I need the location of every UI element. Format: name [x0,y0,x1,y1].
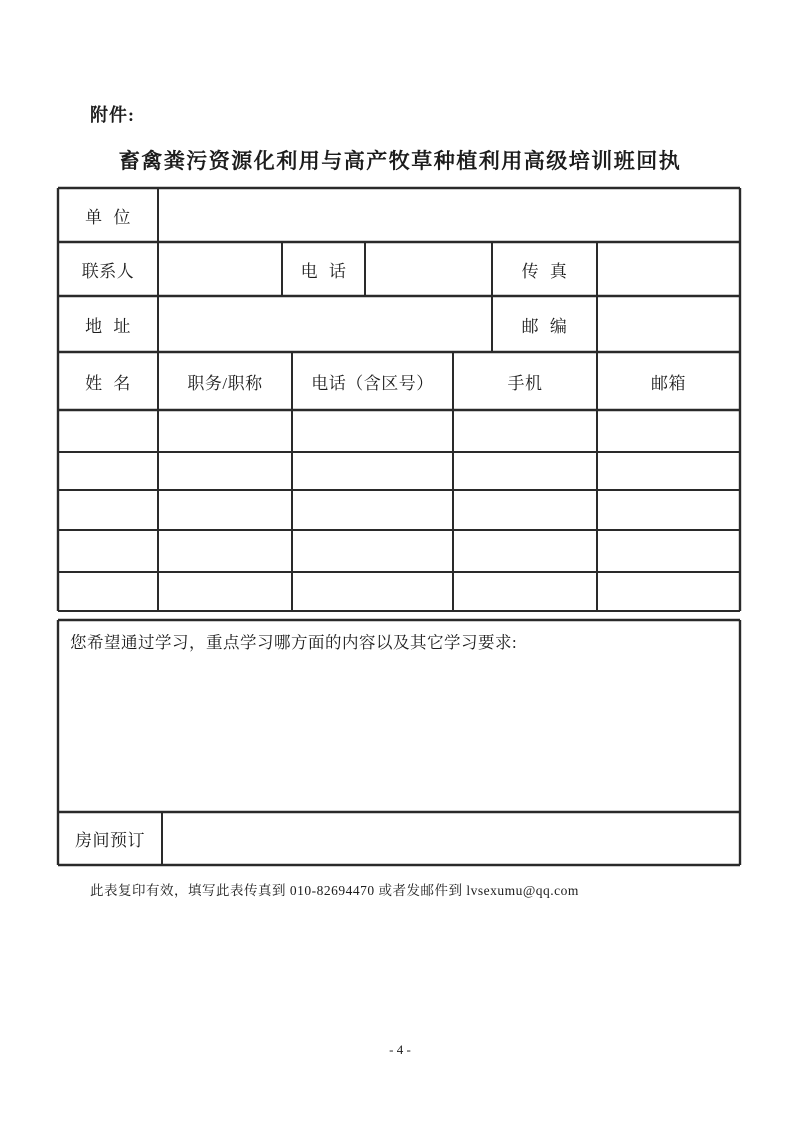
attachment-label: 附件: [90,105,135,125]
address-input-cell[interactable] [158,296,492,352]
fax-input-cell[interactable] [597,242,740,296]
page-title: 畜禽粪污资源化利用与高产牧草种植利用高级培训班回执 [118,149,682,173]
attendee-cell[interactable] [597,452,740,490]
attendee-cell[interactable] [292,530,453,572]
attendee-cell[interactable] [597,410,740,452]
attendee-cell[interactable] [58,410,158,452]
attendee-cell[interactable] [292,452,453,490]
phone-label: 电 话 [300,261,347,281]
postcode-label: 邮 编 [521,316,568,336]
attendee-header-position: 职务/职称 [187,373,263,393]
contact-input-cell[interactable] [158,242,282,296]
attendee-cell[interactable] [158,530,292,572]
attendee-header-email: 邮箱 [651,373,686,393]
footer-note: 此表复印有效，填写此表传真到 010-82694470 或者发邮件到 lvsexumu@qq.com [90,883,579,898]
attendee-cell[interactable] [158,452,292,490]
attendee-cell[interactable] [597,490,740,530]
attendee-header-phone: 电话（含区号） [311,373,434,393]
attendee-cell[interactable] [453,410,597,452]
attendee-cell[interactable] [158,410,292,452]
attendee-cell[interactable] [453,572,597,611]
attendee-cell[interactable] [58,530,158,572]
attendee-cell[interactable] [453,452,597,490]
room-booking-input-cell[interactable] [162,812,740,865]
attendee-header-mobile: 手机 [507,373,543,393]
requirements-label: 您希望通过学习，重点学习哪方面的内容以及其它学习要求: [70,633,518,652]
attendee-cell[interactable] [453,490,597,530]
phone-input-cell[interactable] [365,242,492,296]
room-booking-label: 房间预订 [75,831,145,850]
unit-input-cell[interactable] [158,188,740,242]
postcode-input-cell[interactable] [597,296,740,352]
attendee-cell[interactable] [453,530,597,572]
attendee-cell[interactable] [597,572,740,611]
requirements-input-cell[interactable] [58,652,740,812]
attendee-cell[interactable] [158,572,292,611]
attendee-cell[interactable] [292,410,453,452]
unit-label: 单 位 [85,207,131,227]
fax-label: 传 真 [521,261,568,281]
attendee-cell[interactable] [58,490,158,530]
attendee-cell[interactable] [58,452,158,490]
address-label: 地 址 [85,316,131,336]
attendee-cell[interactable] [292,572,453,611]
attendee-header-name: 姓 名 [85,373,131,393]
attendee-cell[interactable] [597,530,740,572]
contact-label: 联系人 [81,261,135,281]
attendee-cell[interactable] [292,490,453,530]
page-number: - 4 - [389,1042,411,1057]
attendee-cell[interactable] [58,572,158,611]
attendee-cell[interactable] [158,490,292,530]
